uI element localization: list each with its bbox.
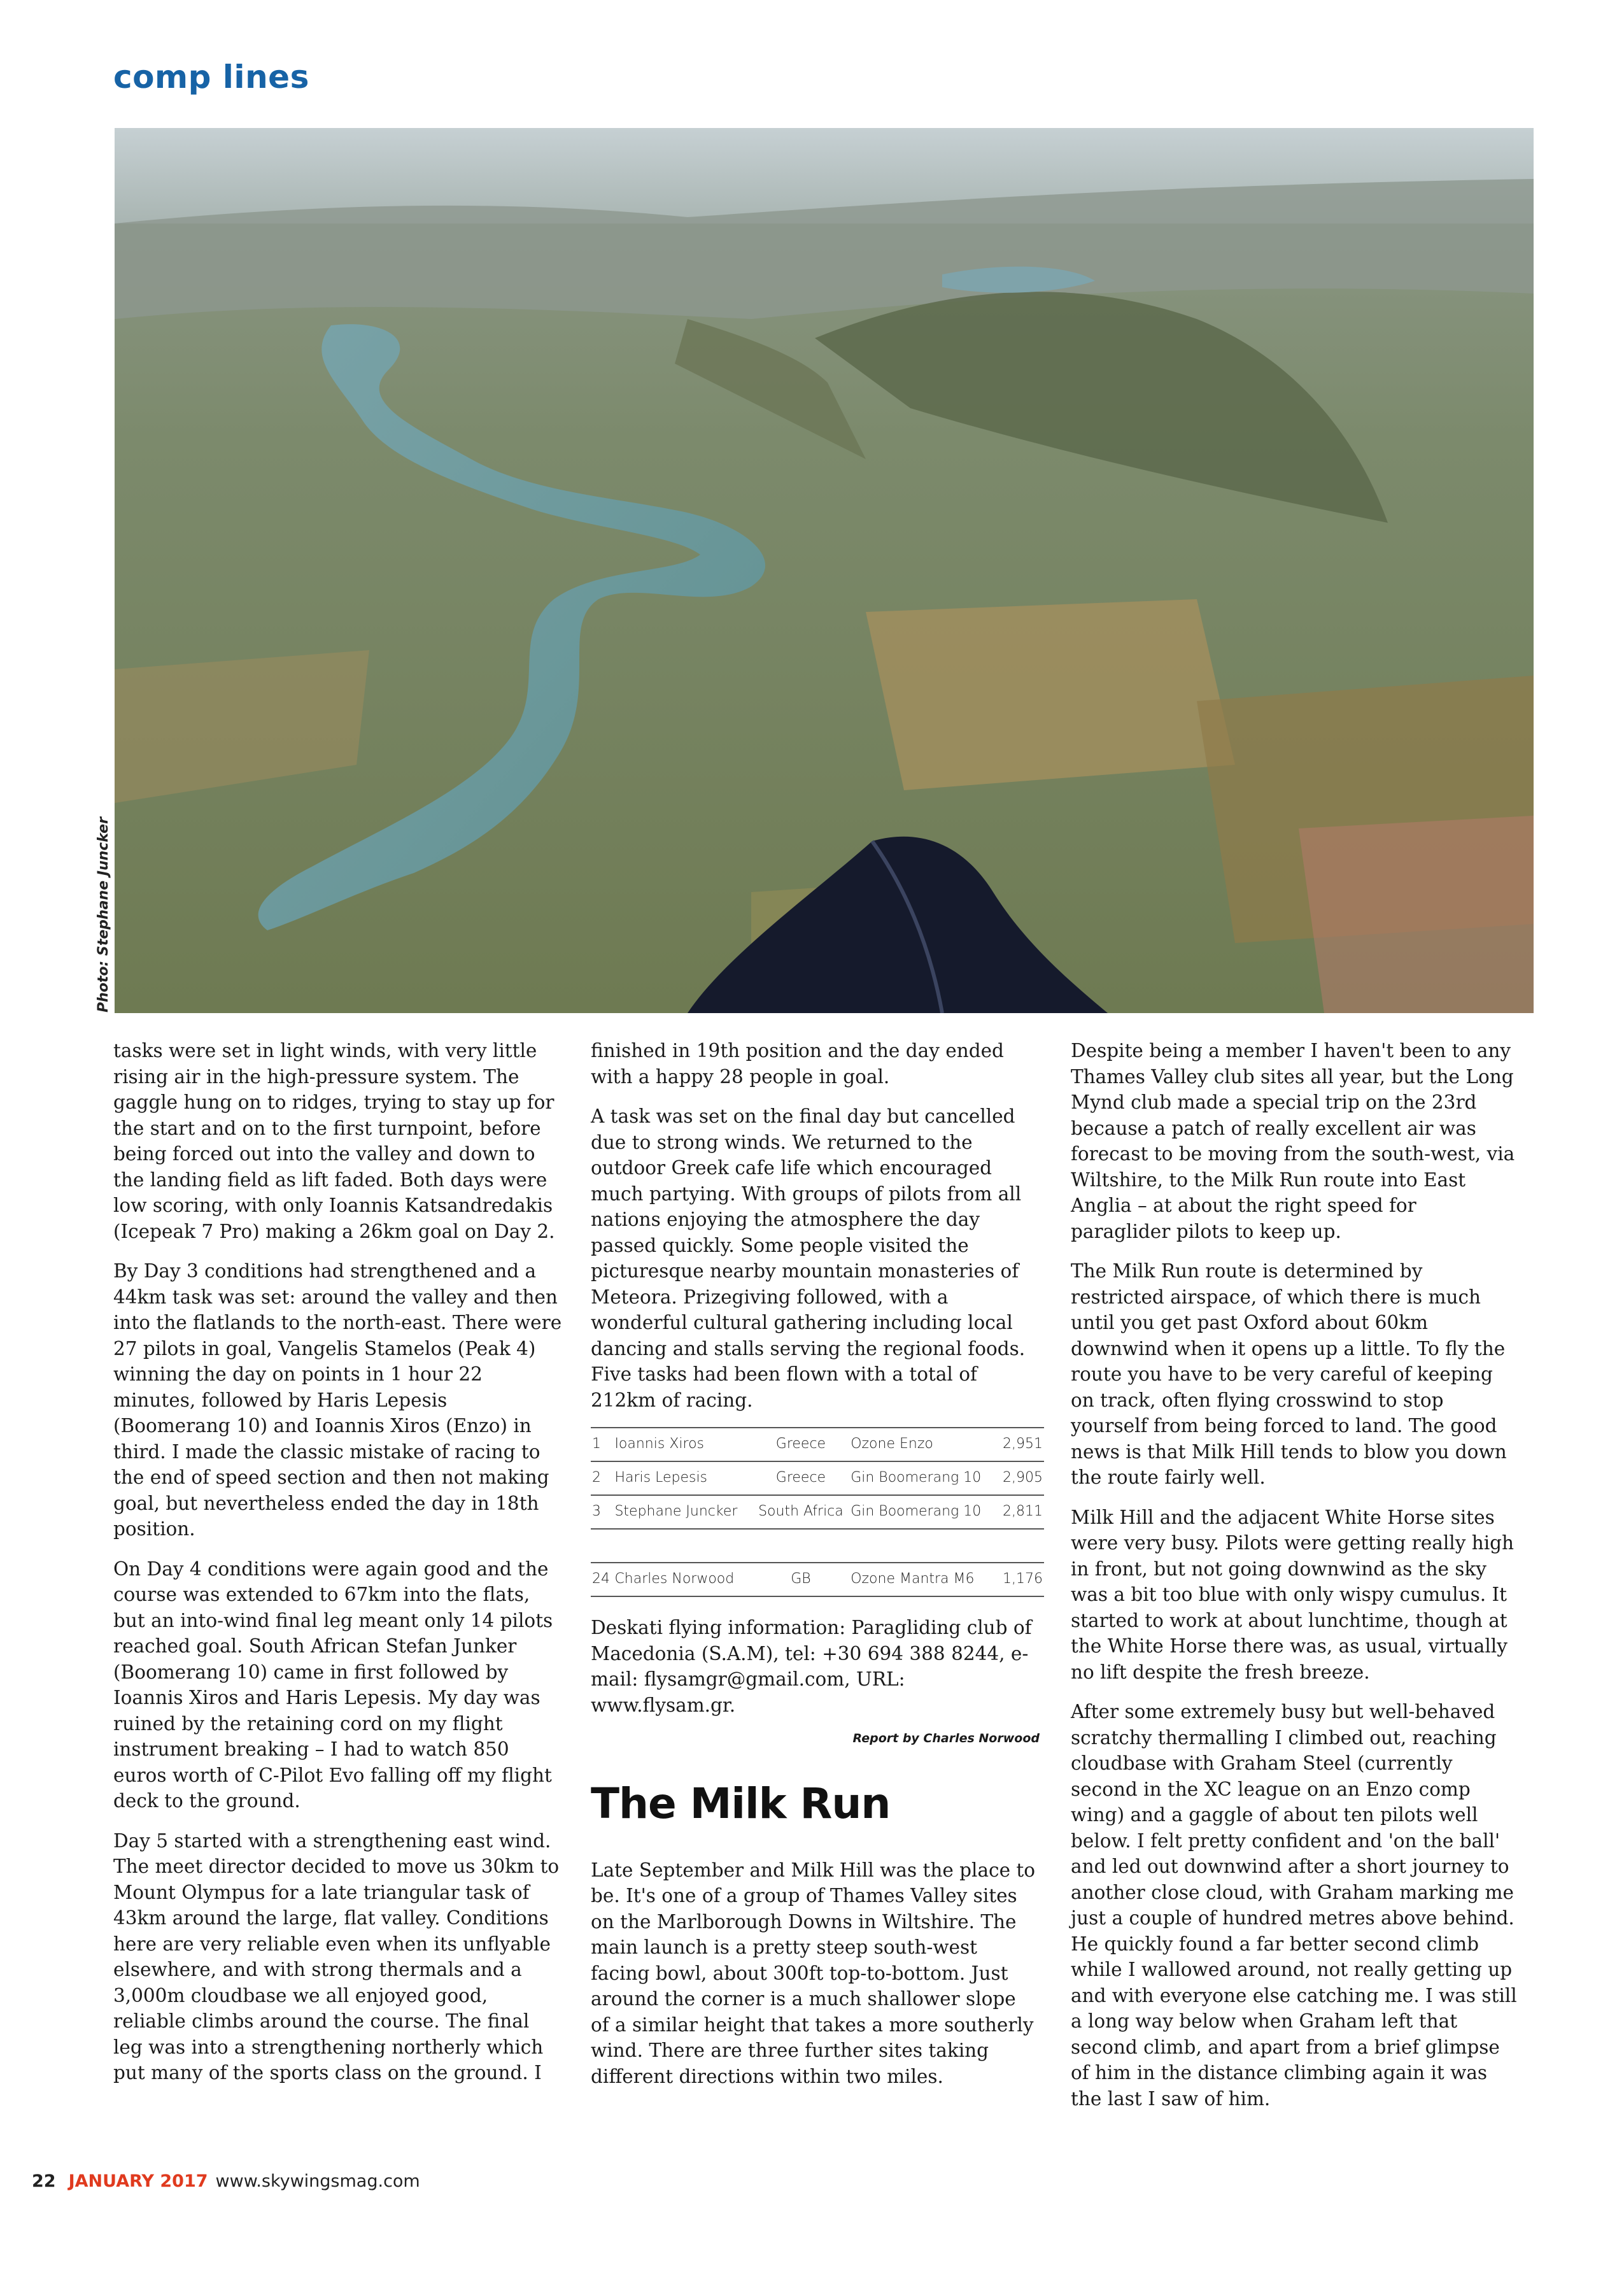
result-country: Greece — [752, 1461, 850, 1495]
photo-credit: Photo: Stephane Juncker — [95, 817, 111, 1012]
result-country: South Africa — [752, 1495, 850, 1529]
flying-information: Deskati flying information: Paragliding club of Macedonia (S.A.M), tel: +30 694 388 8244, e-mail: flysamgr@gmail.com, URL: www.flysam.gr. — [591, 1617, 1032, 1716]
result-points: 1,176 — [997, 1563, 1044, 1596]
result-pilot: Haris Lepesis — [613, 1461, 752, 1495]
result-position: 1 — [591, 1428, 613, 1461]
result-position: 24 — [591, 1563, 613, 1596]
paragraph: Despite being a member I haven't been to any Thames Valley club sites all year, but the Long Mynd club made a special trip on the 23rd because a patch of really excellent air was forecast to be moving from the south-west, via Wiltshire, to the Milk Run route into East Anglia – at about the right speed for paraglider pilots to keep up. — [1071, 1040, 1515, 1242]
report-byline: Report by Charles Norwood — [852, 1731, 1040, 1745]
result-glider: Ozone Enzo — [849, 1428, 997, 1461]
article-column-2 — [591, 1038, 1043, 2103]
section-label: comp lines — [113, 59, 309, 96]
table-row — [591, 1563, 1044, 1596]
article-column-3 — [1071, 1038, 1520, 2126]
article-column-1 — [113, 1038, 562, 2100]
result-points: 2,905 — [997, 1461, 1044, 1495]
paragraph: The Milk Run route is determined by restricted airspace, of which there is much until you get past Oxford about 60km downwind when it opens up a little. To fly the route you have to be very careful of keeping on track, often flying crosswind to stop yourself from being forced to land. The good news is that Milk Hill tends to blow you down the route fairly well. — [1071, 1260, 1507, 1488]
result-country: Greece — [752, 1428, 850, 1461]
paragraph: Day 5 started with a strengthening east wind. The meet director decided to move us 30km to Mount Olympus for a late triangular task of 43km around the large, flat valley. Conditions here are very reliable even when its unflyable elsewhere, and with strong thermals and a 3,000m cloudbase we all enjoyed good, reliable climbs around the course. The final leg was into a strengthening northerly which put many of the sports class on the ground. I — [113, 1829, 560, 2084]
result-points: 2,811 — [997, 1495, 1044, 1529]
result-pilot: Ioannis Xiros — [613, 1428, 752, 1461]
paragraph: tasks were set in light winds, with very little rising air in the high-pressure system. The gaggle hung on to ridges, trying to stay up for the start and on to the first turnpoint, before being forced out into the valley and down to the landing field as lift faded. Both days were low scoring, with only Ioannis Katsandredakis (Icepeak 7 Pro) making a 26km goal on Day 2. — [113, 1040, 555, 1242]
paragraph: By Day 3 conditions had strengthened and a 44km task was set: around the valley and then into the flatlands to the north-east. There were 27 pilots in goal, Vangelis Stamelos (Peak 4) winning the day on points in 1 hour 22 minutes, followed by Haris Lepesis (Boomerang 10) and Ioannis Xiros (Enzo) in third. I made the classic mistake of racing to the end of speed section and then not making goal, but nevertheless ended the day in 18th position. — [113, 1260, 562, 1540]
article-headline: The Milk Run — [591, 1778, 891, 1828]
result-country: GB — [752, 1563, 850, 1596]
results-table — [591, 1427, 1044, 1597]
table-row — [591, 1461, 1044, 1495]
result-position — [591, 1529, 613, 1563]
result-glider: Gin Boomerang 10 — [849, 1461, 997, 1495]
result-glider: Gin Boomerang 10 — [849, 1495, 997, 1529]
table-row — [591, 1428, 1044, 1461]
result-pilot: Stephane Juncker — [613, 1495, 752, 1529]
result-glider — [849, 1529, 997, 1563]
table-row — [591, 1495, 1044, 1529]
page-number: 22 — [32, 2171, 56, 2191]
table-row — [591, 1529, 1044, 1563]
result-country — [752, 1529, 850, 1563]
paragraph: finished in 19th position and the day ended with a happy 28 people in goal. — [591, 1040, 1004, 1088]
paragraph: After some extremely busy but well-behaved scratchy thermalling I climbed out, reaching cloudbase with Graham Steel (currently second in the XC league on an Enzo comp wing) and a gaggle of about ten pilots well below. I felt pretty confident and 'on the ball' and led out downwind after a short journey to another close cloud, with Graham marking me just a couple of hundred metres above behind. He quickly found a far better second climb while I wallowed around, not really getting up and with everyone else catching me. I was still a long way below when Graham left that second climb, and apart from a brief glimpse of him in the distance climbing again it was the last I saw of him. — [1071, 1701, 1517, 2110]
issue-date: JANUARY 2017 — [68, 2171, 208, 2191]
website-link[interactable]: www.skywingsmag.com — [215, 2171, 420, 2191]
result-pilot — [613, 1529, 752, 1563]
result-pilot: Charles Norwood — [613, 1563, 752, 1596]
result-position: 2 — [591, 1461, 613, 1495]
paragraph: On Day 4 conditions were again good and the course was extended to 67km into the flats, but an into-wind final leg meant only 14 pilots reached goal. South African Stefan Junker (Boomerang 10) came in first followed by Ioannis Xiros and Haris Lepesis. My day was ruined by the retaining cord on my flight instrument breaking – I had to watch 850 euros worth of C-Pilot Evo falling off my flight deck to the ground. — [113, 1558, 553, 1812]
paragraph: Late September and Milk Hill was the place to be. It's one of a group of Thames Valley sites on the Marlborough Downs in Wiltshire. The main launch is a pretty steep south-west facing bowl, about 300ft top-to-bottom. Just around the corner is a much shallower slope of a similar height that takes a more southerly wind. There are three further sites taking different directions within two miles. — [591, 1859, 1036, 2087]
aerial-landscape-image — [115, 128, 1534, 1013]
result-glider: Ozone Mantra M6 — [849, 1563, 997, 1596]
result-position: 3 — [591, 1495, 613, 1529]
page-footer — [32, 2171, 420, 2191]
result-points: 2,951 — [997, 1428, 1044, 1461]
result-points — [997, 1529, 1044, 1563]
paragraph: A task was set on the final day but cancelled due to strong winds. We returned to the outdoor Greek cafe life which encouraged much partying. With groups of pilots from all nations enjoying the atmosphere the day passed quickly. Some people visited the picturesque nearby mountain monasteries of Meteora. Prizegiving followed, with a wonderful cultural gathering including local dancing and stalls serving the regional foods. Five tasks had been flown with a total of 212km of racing. — [591, 1105, 1026, 1411]
paragraph: Milk Hill and the adjacent White Horse sites were very busy. Pilots were getting really high in front, but not going downwind as the sky was a bit too blue with only wispy cumulus. It started to work at about lunchtime, though at the White Horse there was, as usual, virtually no lift despite the fresh breeze. — [1071, 1506, 1515, 1683]
aerial-photo — [115, 128, 1534, 1013]
